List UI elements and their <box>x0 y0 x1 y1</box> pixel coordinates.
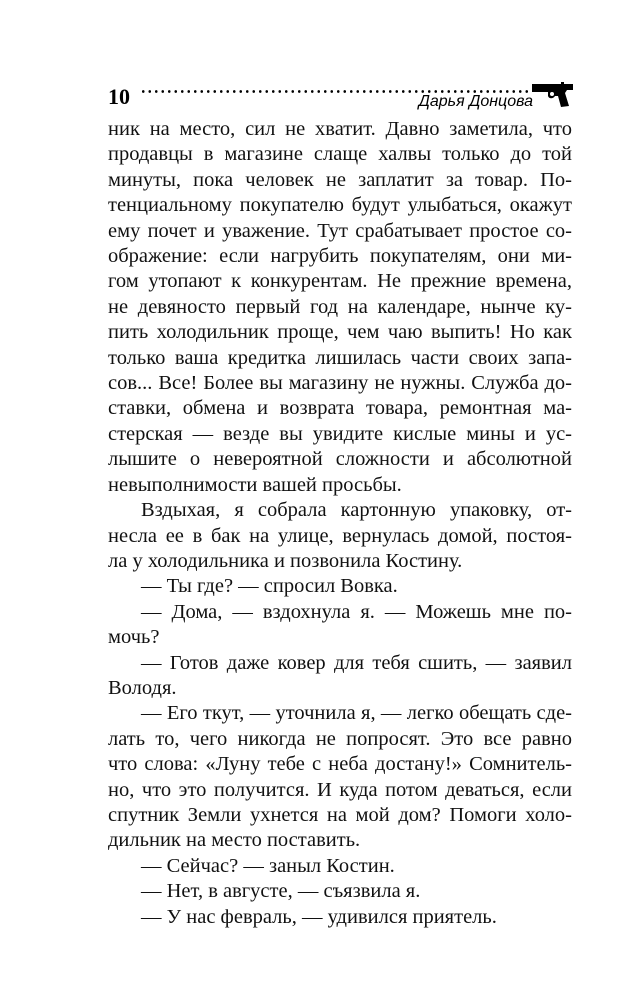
text-line: лышите о невероятной сложности и абсолютной <box>108 448 572 471</box>
text-line: лать то, чего никогда не попросят. Это все равно <box>108 727 572 750</box>
text-line: Володя. <box>108 676 177 699</box>
text-line: — Нет, в августе, — съязвила я. <box>141 880 421 903</box>
text-line: пить холодильник проще, чем чаю выпить! Но как <box>108 321 572 344</box>
text-line: — Дома, — вздохнула я. — Можешь мне по- <box>141 600 572 623</box>
text-line: — Сейчас? — заныл Костин. <box>141 854 395 877</box>
text-line: тенциальному покупателю будут улыбаться, окажут <box>108 194 572 217</box>
text-line: — Его ткут, — уточнила я, — легко обещать сде- <box>141 702 572 725</box>
text-line: мочь? <box>108 626 160 649</box>
text-line: не девяносто первый год на календаре, нынче ку- <box>108 295 572 318</box>
text-line: но, что это получится. И куда потом деваться, если <box>108 778 572 801</box>
text-line: ображение: если нагрубить покупателям, они ми- <box>108 245 572 268</box>
running-header-author: Дарья Донцова <box>418 93 533 110</box>
text-line: несла ее в бак на улице, вернулась домой, постоя- <box>108 524 572 547</box>
text-line: только ваша кредитка лишилась части своих запа- <box>108 346 572 369</box>
revolver-icon <box>531 80 575 108</box>
text-line: — Готов даже ковер для тебя сшить, — заявил <box>141 651 572 674</box>
text-line: — У нас февраль, — удивился приятель. <box>141 905 497 928</box>
text-line: что слова: «Луну тебе с неба достану!» Сомнитель- <box>108 753 572 776</box>
text-line: дильник на место поставить. <box>108 829 361 852</box>
text-line: минуты, пока человек не заплатит за товар. По- <box>108 168 572 191</box>
text-line: спутник Земли ухнется на мой дом? Помоги холо- <box>108 803 572 826</box>
text-line: гом утопают к конкурентам. Не прежние времена, <box>108 270 572 293</box>
text-line: невыполнимости вашей просьбы. <box>108 473 402 496</box>
text-line: продавцы в магазине слаще халвы только до той <box>108 143 572 166</box>
text-line: стерская — везде вы увидите кислые мины и ус- <box>108 422 572 445</box>
text-line: ставки, обмена и возврата товара, ремонтная ма- <box>108 397 572 420</box>
text-line: сов... Все! Более вы магазину не нужны. Служба до- <box>108 372 572 395</box>
body-text <box>108 117 572 930</box>
text-line: ник на место, сил не хватит. Давно заметила, что <box>108 118 572 140</box>
text-line: Вздыхая, я собрала картонную упаковку, от- <box>141 499 572 522</box>
text-line: ему почет и уважение. Тут срабатывает простое со- <box>108 219 572 242</box>
text-line: — Ты где? — спросил Вовка. <box>141 575 398 598</box>
text-line: ла у холодильника и позвонила Костину. <box>108 549 463 572</box>
page-number: 10 <box>108 84 130 109</box>
